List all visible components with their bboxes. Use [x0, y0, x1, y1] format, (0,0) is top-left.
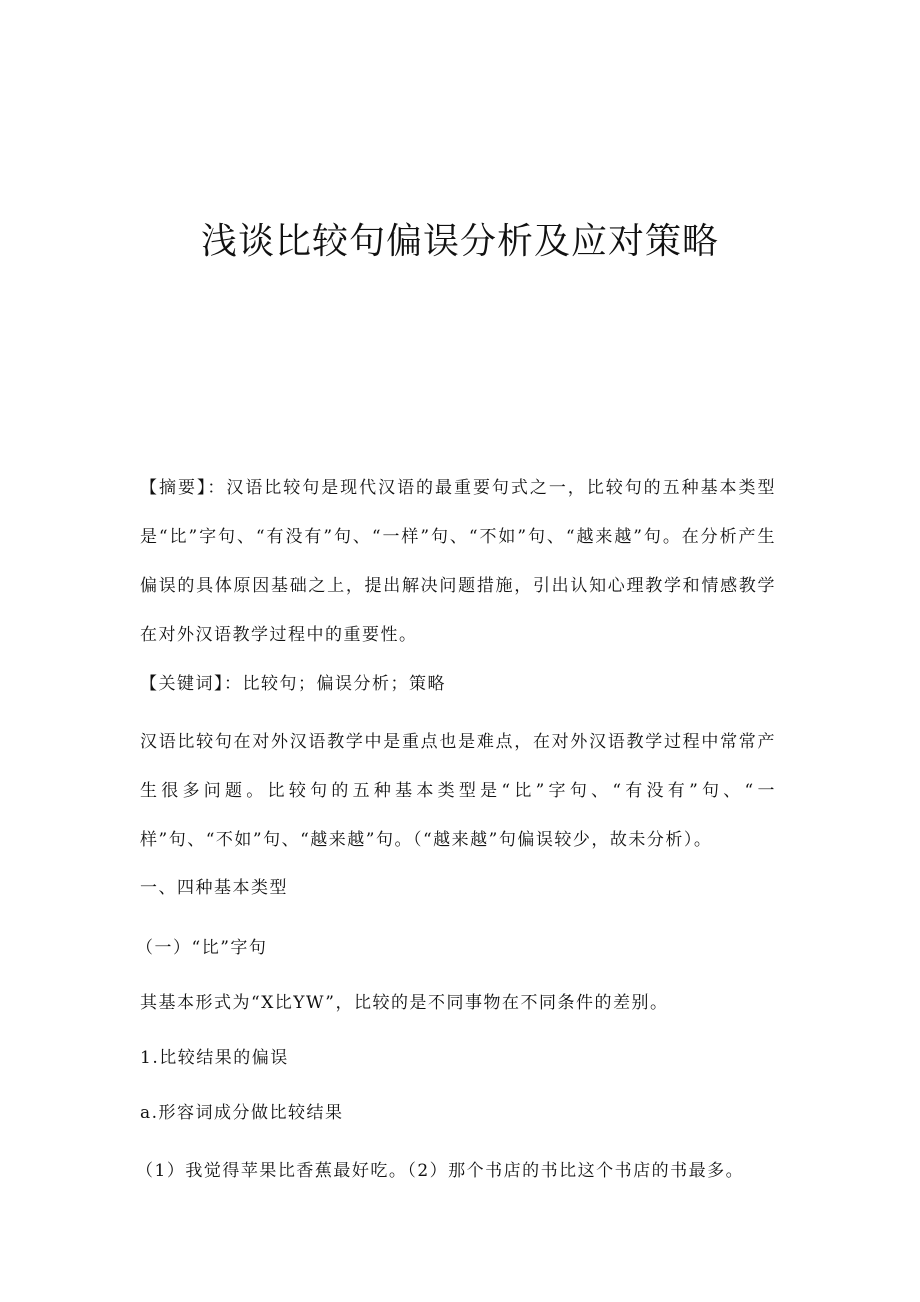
subsection-heading: （一）“比”字句	[136, 938, 268, 958]
item-heading: 1.比较结果的偏误	[140, 1048, 289, 1068]
keywords-line: 【关键词】：比较句；偏误分析；策略	[140, 674, 446, 694]
section-heading: 一、四种基本类型	[140, 878, 288, 898]
example-line: （1）我觉得苹果比香蕉最好吃。（2）那个书店的书比这个书店的书最多。	[136, 1161, 745, 1181]
abstract-paragraph: 【摘要】：汉语比较句是现代汉语的最重要句式之一，比较句的五种基本类型是“比”字句、“有没有”句、“一样”句、“不如”句、“越来越”句。在分析产生偏误的具体原因基础之上，提出解决问题措施，引出认知心理教学和情感教学在对外汉语教学过程中的重要性。	[140, 478, 776, 645]
basic-form-paragraph: 其基本形式为“X比YW”，比较的是不同事物在不同条件的差别。	[140, 993, 669, 1013]
subitem-heading: a.形容词成分做比较结果	[140, 1103, 344, 1123]
intro-paragraph: 汉语比较句在对外汉语教学中是重点也是难点，在对外汉语教学过程中常常产生很多问题。比较句的五种基本类型是“比”字句、“有没有”句、“一样”句、“不如”句、“越来越”句。（“越来越”句偏误较少，故未分析）。	[140, 732, 776, 850]
document-title: 浅谈比较句偏误分析及应对策略	[200, 221, 719, 262]
